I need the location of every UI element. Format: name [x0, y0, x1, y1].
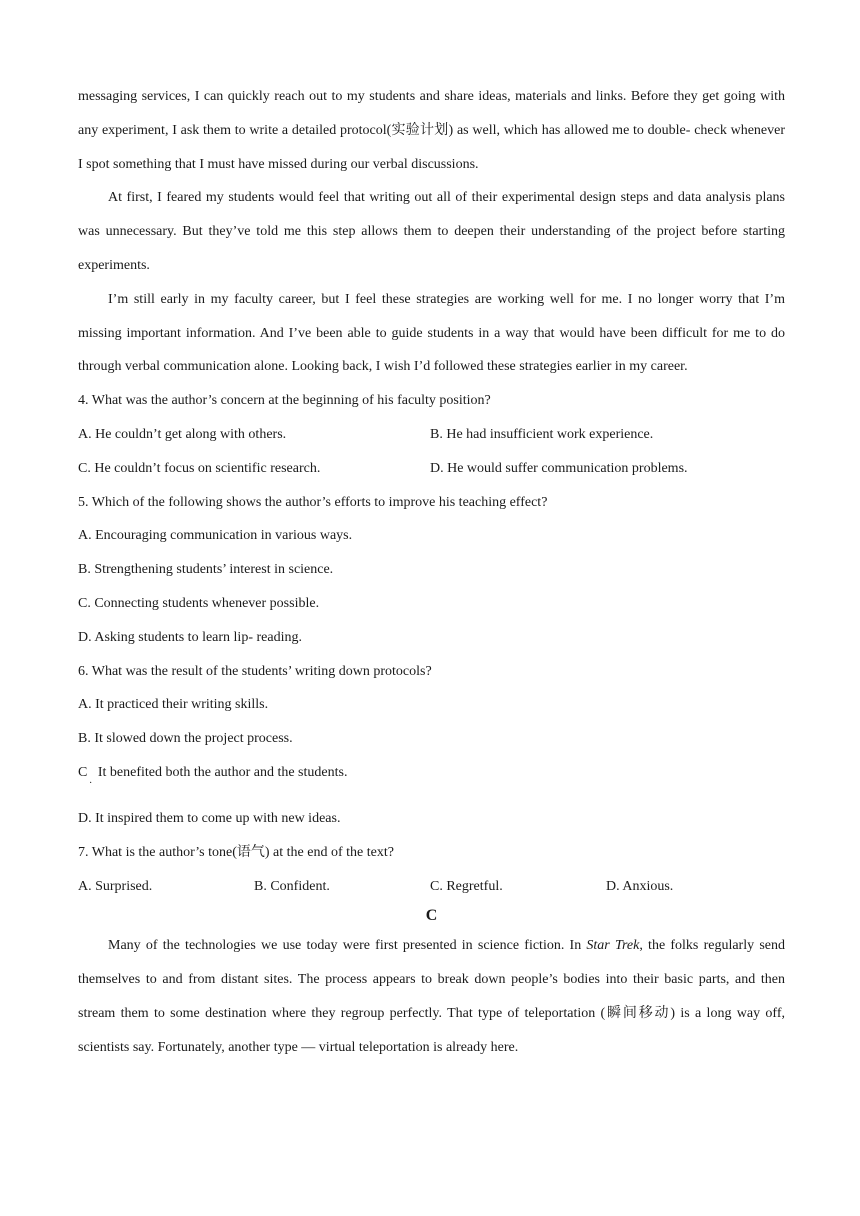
question-5-option-a: A. Encouraging communication in various ways. — [78, 528, 353, 544]
question-7-option-b: B. Confident. — [254, 878, 330, 894]
passage-b-paragraph-3: I’m still early in my faculty career, but I feel these strategies are working well for me. I no longer worry that I’m missing important information. And I’ve been able to guide students in a way that would have been difficult for me to do through verbal communication alone. Looking back, I wish I’d followed these strategies earlier in my career. — [78, 291, 785, 375]
section-c-heading: C — [425, 907, 438, 925]
question-5-stem: 5. Which of the following shows the author’s efforts to improve his teaching effect? — [78, 494, 548, 510]
question-5-option-b: B. Strengthening students’ interest in science. — [78, 562, 334, 578]
question-5 — [78, 486, 785, 655]
option-c-dot: · — [89, 777, 93, 789]
question-6-option-b: B. It slowed down the project process. — [78, 731, 293, 747]
passage-b-paragraph-2: At first, I feared my students would feel that writing out all of their experimental design steps and data analysis plans was unnecessary. But they’ve told me this step allows them to deepen their understanding of the project before starting experiments. — [78, 190, 785, 273]
question-4-options-row-1 — [78, 418, 785, 452]
question-6-option-a: A. It practiced their writing skills. — [78, 697, 269, 713]
question-4-stem: 4. What was the author’s concern at the beginning of his faculty position? — [78, 393, 491, 409]
question-7-stem: 7. What is the author’s tone(语气) at the end of the text? — [78, 844, 394, 860]
question-4-options-row-2 — [78, 452, 785, 486]
question-4-option-a: A. He couldn’t get along with others. — [78, 426, 287, 442]
question-6-option-c-wrapper — [78, 756, 785, 802]
question-5-option-d: D. Asking students to learn lip- reading. — [78, 629, 302, 645]
question-6-option-c: C It benefited both the author and the students. — [78, 764, 348, 780]
question-7-option-a: A. Surprised. — [78, 878, 153, 894]
section-c-paragraph-1 — [78, 929, 785, 1064]
document-page — [78, 80, 785, 1065]
section-c-text-start: Many of the technologies we use today were first presented in science fiction. In — [108, 938, 587, 954]
question-7-options-row — [78, 870, 785, 904]
question-4-option-b: B. He had insufficient work experience. — [430, 426, 654, 442]
passage-b-paragraph-1: messaging services, I can quickly reach out to my students and share ideas, materials and links. Before they get going with any experiment, I ask them to write a detailed protocol(实验计划) as well, which has allowed me to double- check whenever I spot something that I must have missed during our verbal discussions. — [78, 89, 785, 172]
question-7-option-c: C. Regretful. — [430, 878, 503, 894]
question-7 — [78, 836, 785, 904]
section-c-text-rest: , the folks regularly send themselves to and from distant sites. The process appears to break down people’s bodies into their basic parts, and then stream them to some destination where they regroup perfectly. That type of teleportation (瞬间移动) is a long way off, scientists say. Fortunately, another type — virtual teleportation is already here. — [78, 938, 785, 1055]
question-4-option-c: C. He couldn’t focus on scientific research. — [78, 460, 321, 476]
question-7-option-d: D. Anxious. — [606, 878, 674, 894]
question-6-stem: 6. What was the result of the students’ writing down protocols? — [78, 663, 432, 679]
question-4-option-d: D. He would suffer communication problems. — [430, 460, 688, 476]
question-5-option-c: C. Connecting students whenever possible. — [78, 595, 320, 611]
question-6 — [78, 655, 785, 836]
question-6-option-d: D. It inspired them to come up with new ideas. — [78, 810, 341, 826]
star-trek-title: Star Trek — [586, 938, 640, 954]
question-4 — [78, 384, 785, 485]
